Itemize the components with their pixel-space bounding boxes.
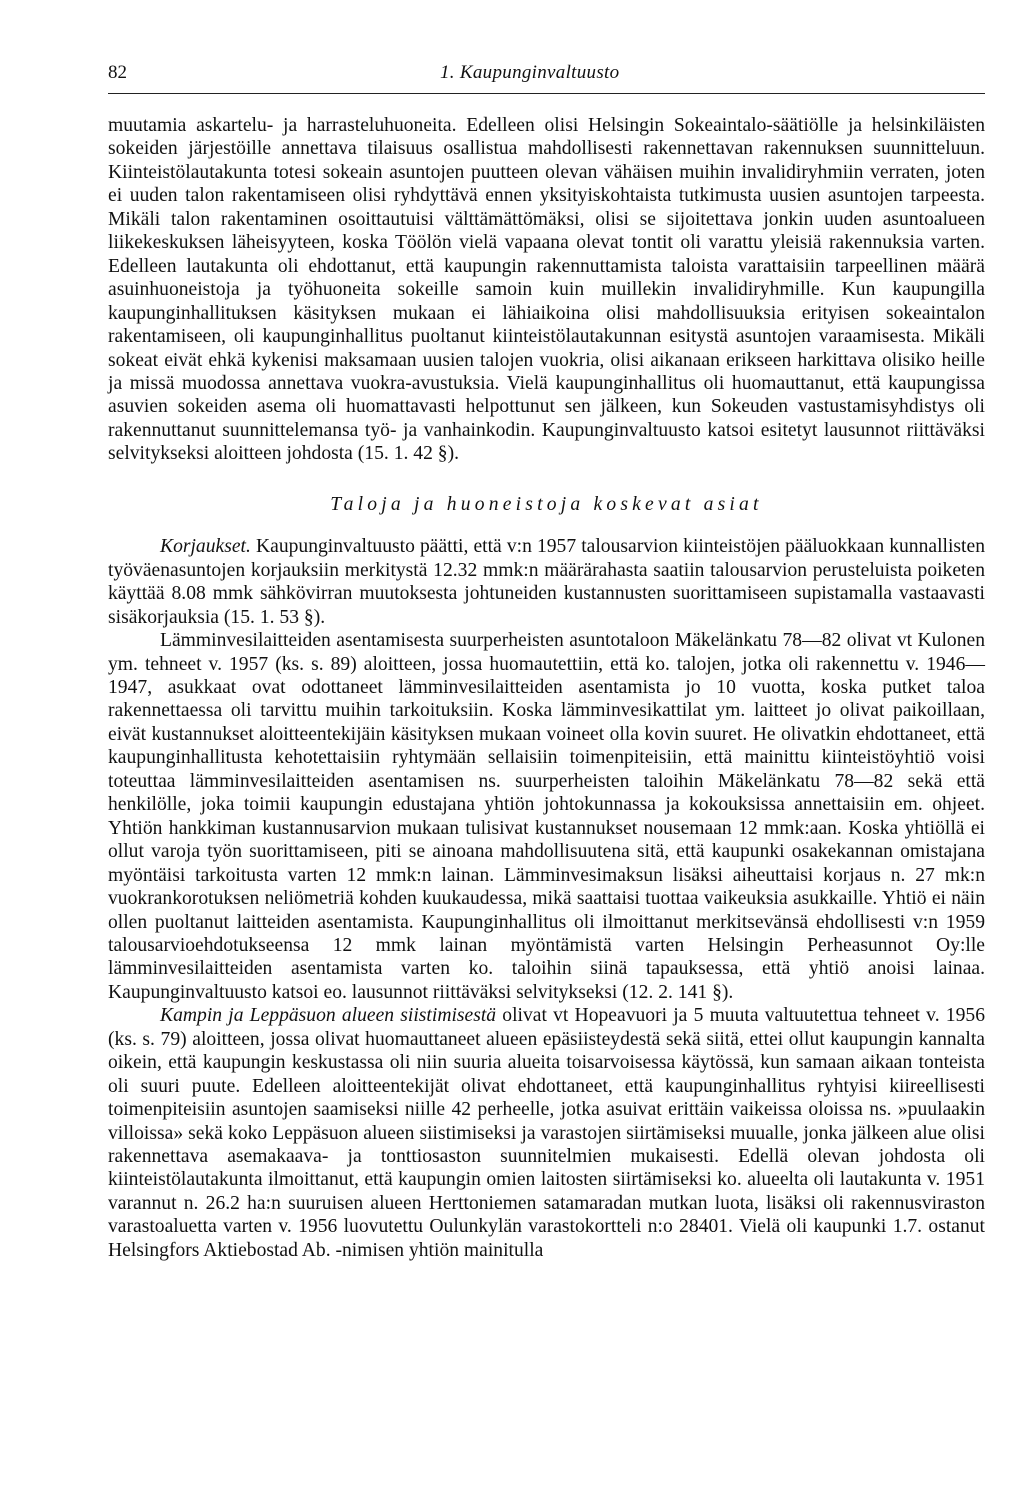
paragraph-lead-kamppi-leppasuo: Kampin ja Leppäsuon alueen siistimisestä <box>160 1005 497 1027</box>
paragraph-text-kamppi-leppasuo: olivat vt Hopeavuori ja 5 muuta valtuutettua tehneet v. 1956 (ks. s. 79) aloitteen, jossa olivat huomauttaneet alueen epäsiisteydestä sekä siitä, ettei ollut kaupungin kannalta oikein, että kaupungin keskustassa oli niin suuria alueita toisarvoisessa käytössä, kun samaan aikaan tonteista oli suuri puute. Edelleen aloitteentekijät olivat ehdottaneet, että kaupunginhallitus ryhtyisi kiireellisesti toimenpiteisiin asuntojen saamiseksi niille 42 perheelle, jotka asuivat erittäin vaikeissa oloissa ns. »puulaakin villoissa» sekä koko Leppäsuon alueen siistimiseksi ja varastojen siirtämiseksi muualle, jonka jälkeen alue olisi rakennettava asemakaava- ja tonttiosaston suunnitelmien mukaisesti. Edellä olevan johdosta oli kiinteistölautakunta ilmoittanut, että kaupungin omien laitosten siirtämiseksi ko. alueelta oli lautakunta v. 1951 varannut n. 26.2 ha:n suuruisen alueen Herttoniemen satamaradan mutkan luota, lisäksi oli rakennusviraston varastoaluetta varten v. 1956 luovutettu Oulunkylän varastokortteli n:o 28401. Vielä oli kaupunki 1.7. ostanut Helsingfors Aktiebostad Ab. -nimisen yhtiön mainitulla <box>108 1005 985 1261</box>
page-number: 82 <box>108 62 127 83</box>
paragraph-lead-korjaukset: Korjaukset. <box>160 536 251 558</box>
paragraph-text-korjaukset: Kaupunginvaltuusto päätti, että v:n 1957 talousarvion kiinteistöjen pääluokkaan kunnallisten työväenasuntojen korjauksiin merkitystä 12.32 mmk:n määrärahasta saatiin talousarvion perusteluista poiketen käyttää 8.08 mmk sähkövirran muutoksesta johtuneiden kustannusten suorittamiseen supistamalla vastaavasti sisäkorjauksia (15. 1. 53 §). <box>108 536 985 628</box>
paragraph-lamminvesilaitteet: Lämminvesilaitteiden asentamisesta suurperheisten asuntotaloon Mäkelänkatu 78—82 olivat vt Kulonen ym. tehneet v. 1957 (ks. s. 89) aloitteen, jossa huomautettiin, että ko. talojen, jotka oli rakennettu v. 1946—1947, asukkaat ovat odottaneet lämminvesilaitteiden asentamista jo 10 vuotta, koska putket taloa rakennettaessa oli tarvittu muihin tarkoituksiin. Koska lämminvesikattilat ym. laitteet jo olivat paikoillaan, eivät kustannukset aloitteentekijäin käsityksen mukaan voineet olla kovin suuret. He olivatkin ehdottaneet, että kaupunginhallitusta kehotettaisiin ryhtymään sellaisiin toimenpiteisiin, että mainittu kiinteistöyhtiö voisi toteuttaa lämminvesilaitteiden asentamisen ns. suurperheisten taloihin Mäkelänkatu 78—82 sekä että henkilölle, joka toimii kaupungin edustajana yhtiön johtokunnassa ja kokouksissa annettaisiin em. ohjeet. Yhtiön hankkiman kustannusarvion mukaan tulisivat kustannukset nousemaan 12 mmk:aan. Koska yhtiöllä ei ollut varoja työn suorittamiseen, piti se ainoana mahdollisuutena sitä, että kaupunki osakekannan omistajana myöntäisi tarkoitusta varten 12 mmk:n lainan. Lämminvesimaksun lisäksi aiheuttaisi korjaus n. 27 mk:n vuokrankorotuksen neliömetriä kohden kuukaudessa, mikä saattaisi tuottaa vaikeuksia asukkaille. Yhtiö ei näin ollen puoltanut laitteiden asentamista. Kaupunginhallitus oli ilmoittanut merkitsevänsä ehdollisesti v:n 1959 talousarvioehdotukseensa 12 mmk lainan myöntämistä varten Helsingin Perheasunnot Oy:lle lämminvesilaitteiden asentamista varten ko. taloihin siinä tapauksessa, että yhtiö anoisi lainaa. Kaupunginvaltuusto katsoi eo. lausunnot riittäväksi selvitykseksi (12. 2. 141 §). <box>108 630 985 1003</box>
running-head: 1. Kaupunginvaltuusto <box>440 62 620 83</box>
paragraph-continuation: muutamia askartelu- ja harrasteluhuoneita. Edelleen olisi Helsingin Sokeaintalo-säätiölle ja helsinkiläisten sokeiden järjestöille annettava tilaisuus osallistua mahdollisesti rakennettavan rakennuksen suunnitteluun. Kiinteistölautakunta totesi sokeain asuntojen puutteen olevan vähäisen muihin invalidiryhmiin verraten, joten ei uuden talon rakentamiseen olisi ryhdyttävä ennen yksityiskohtaista tutkimusta uusien asuntojen tarpeesta. Mikäli talon rakentaminen osoittautuisi välttämättömäksi, olisi se sijoitettava jonkin uuden asuntoalueen liikekeskuksen läheisyyteen, koska Töölön vielä vapaana olevat tontit oli varattu yleisiä rakennuksia varten. Edelleen lautakunta oli ehdottanut, että kaupungin rakennuttamista taloista varattaisiin tarpeellinen määrä asuinhuoneistoja ja työhuoneita sokeille samoin kuin muillekin invalidiryhmille. Kun kaupungilla kaupunginhallituksen käsityksen mukaan ei lähiaikoina olisi mahdollisuuksia erityisen sokeaintalon rakentamiseen, oli kaupunginhallitus puoltanut kiinteistölautakunnan esitystä asuntojen varaamisesta. Mikäli sokeat eivät ehkä kykenisi maksamaan uusien talojen vuokria, olisi aikanaan erikseen harkittava olisiko heille ja missä muodossa annettava vuokra-avustuksia. Vielä kaupunginhallitus oli huomauttanut, että kaupungissa asuvien sokeiden asema oli huomattavasti helpottunut sen jälkeen, kun Sokeuden vastustamisyhdistys oli rakennuttanut suunnittelemansa työ- ja vanhainkodin. Kaupunginvaltuusto katsoi esitetyt lausunnot riittäväksi selvitykseksi aloitteen johdosta (15. 1. 42 §). <box>108 115 985 465</box>
paragraph-kamppi-leppasuo <box>108 1004 985 1262</box>
paragraph-korjaukset <box>108 535 985 629</box>
body-text <box>108 114 985 1262</box>
header-rule <box>108 93 985 94</box>
section-heading: Taloja ja huoneistoja koskevat asiat <box>330 493 763 515</box>
page-header <box>108 62 985 90</box>
